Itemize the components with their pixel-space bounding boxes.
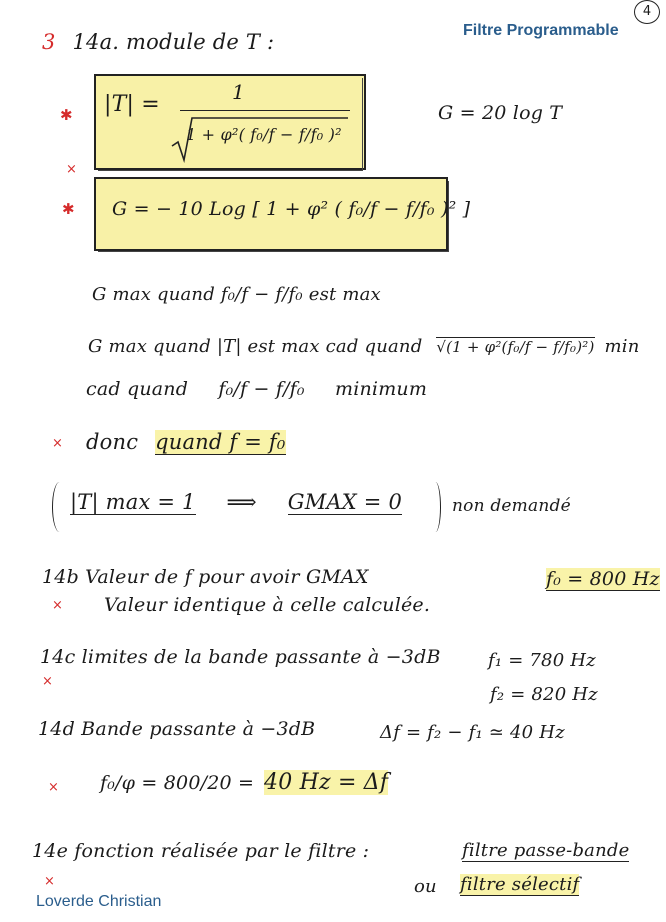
cross-mark: × xyxy=(42,674,53,689)
reason-line-3 xyxy=(86,378,427,400)
star-mark: ✱ xyxy=(62,200,75,218)
bracket-left xyxy=(52,482,67,532)
not-requested-note: non demandé xyxy=(452,496,571,516)
cross-mark: × xyxy=(66,162,77,177)
fraction-bar xyxy=(180,110,350,111)
q14d-calc: f₀/φ = 800/20 = xyxy=(100,772,255,794)
question-14a-heading xyxy=(42,30,274,54)
document-title: Filtre Programmable xyxy=(463,22,619,39)
f0-result: f₀ = 800 Hz xyxy=(546,568,660,590)
max-result-line xyxy=(70,490,402,514)
modulus-denominator: 1 + φ²( f₀/f − f/f₀ )² xyxy=(186,125,342,144)
cross-mark: × xyxy=(52,436,63,451)
q14c-line: 14c limites de la bande passante à −3dB xyxy=(40,646,441,668)
modulus-numerator: 1 xyxy=(232,80,245,104)
max-modulus: |T| max = 1 xyxy=(70,490,196,514)
reason-line-2-end: min xyxy=(604,336,640,357)
f1-value: f₁ = 780 Hz xyxy=(488,650,596,671)
cross-mark: × xyxy=(44,874,55,889)
bandwidth-highlight: 40 Hz = Δf xyxy=(264,770,389,795)
q14d-line: 14d Bande passante à −3dB xyxy=(38,718,316,740)
q14b-line-1: 14b Valeur de f pour avoir GMAX xyxy=(42,566,369,588)
page-number: 4 xyxy=(634,0,660,24)
sqrt-sign xyxy=(170,116,350,164)
reason-line-2 xyxy=(88,336,640,357)
heading-text: 14a. module de T : xyxy=(72,30,275,54)
f2-value: f₂ = 820 Hz xyxy=(490,684,598,705)
reason-line-4-text: donc xyxy=(86,430,139,454)
bandwidth-result: Δf = f₂ − f₁ ≃ 40 Hz xyxy=(380,722,565,743)
gmax-value: GMAX = 0 xyxy=(287,490,403,514)
star-mark: ✱ xyxy=(60,106,73,124)
answer-selective: filtre sélectif xyxy=(460,874,580,895)
bracket-right xyxy=(430,482,441,532)
implies-arrow: ⟹ xyxy=(226,490,257,514)
modulus-lhs: |T| = xyxy=(104,92,160,117)
gain-formula: G = − 10 Log [ 1 + φ² ( f₀/f − f/f₀ )² ] xyxy=(112,198,471,220)
reason-line-2-text: G max quand |T| est max cad quand xyxy=(88,336,423,357)
q14b-line-2: Valeur identique à celle calculée. xyxy=(104,594,431,616)
q14e-line: 14e fonction réalisée par le filtre : xyxy=(32,840,370,862)
reason-line-1: G max quand f₀/f − f/f₀ est max xyxy=(92,284,381,305)
condition-highlight: quand f = f₀ xyxy=(155,430,286,454)
answer-or: ou xyxy=(414,876,437,897)
question-number: 3 xyxy=(42,30,56,54)
gain-definition: G = 20 log T xyxy=(438,102,563,124)
reason-line-3-end: minimum xyxy=(334,378,428,400)
reason-line-3-frac: f₀/f − f/f₀ xyxy=(218,378,305,400)
reason-line-2-root: √(1 + φ²(f₀/f − f/f₀)²) xyxy=(436,338,595,356)
author-name: Loverde Christian xyxy=(36,893,162,910)
cross-mark: × xyxy=(48,780,59,795)
reason-line-4 xyxy=(86,430,286,454)
answer-bandpass: filtre passe-bande xyxy=(462,840,630,861)
reason-line-3-text: cad quand xyxy=(86,378,189,400)
cross-mark: × xyxy=(52,598,63,613)
